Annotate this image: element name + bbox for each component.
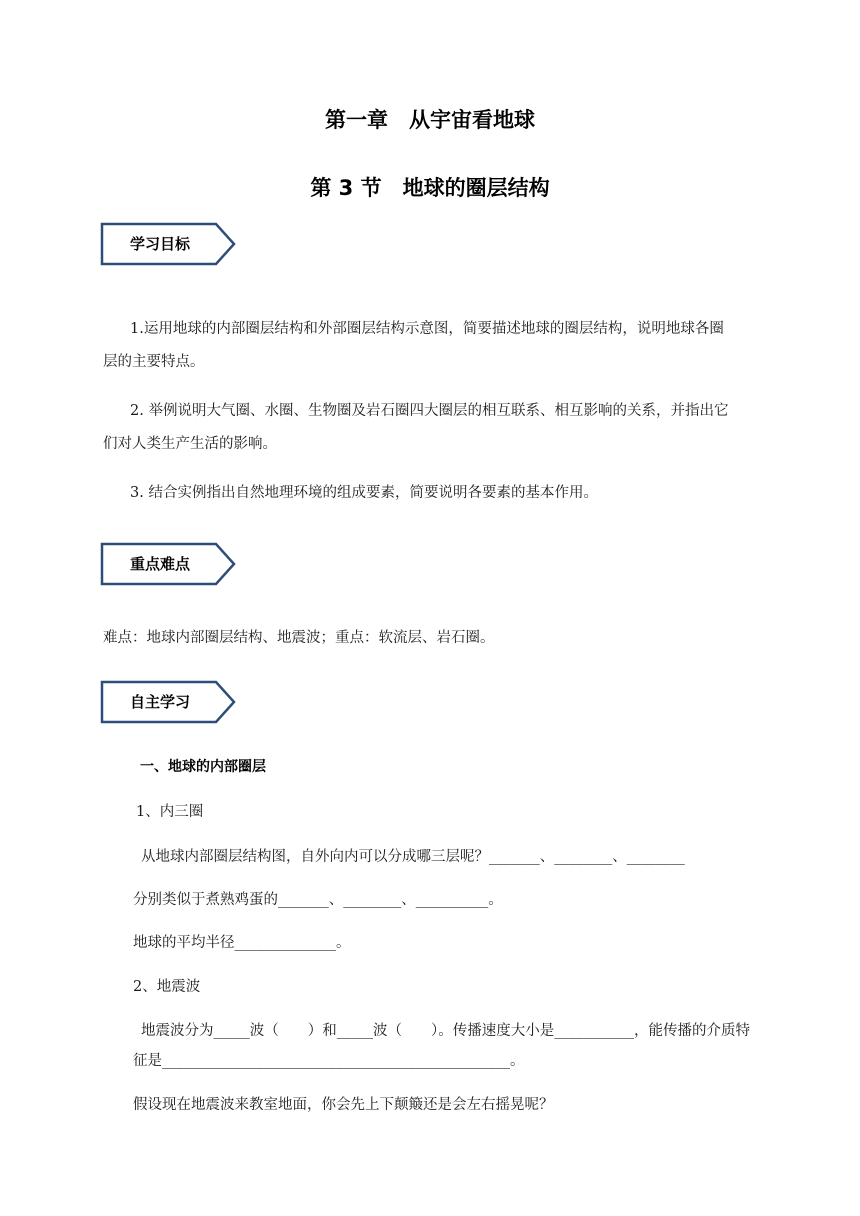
- objective-1-line-1: 1.运用地球的内部圈层结构和外部圈层结构示意图，简要描述地球的圈层结构，说明地球各圈: [130, 321, 724, 337]
- question-seismic-line-1: 地震波分为_____波（ ）和_____波（ ）。传播速度大小是___________，能传播的介质特: [141, 1023, 750, 1039]
- objective-2-line-1: 2. 举例说明大气圈、水圈、生物圈及岩石圈四大圈层的相互联系、相互影响的关系，并指出它: [130, 403, 729, 419]
- question-three-layers: 从地球内部圈层结构图，自外向内可以分成哪三层呢？_______、________、________: [141, 849, 685, 865]
- objective-2-line-2: 们对人类生产生活的影响。: [103, 436, 277, 452]
- objective-3: 3. 结合实例指出自然地理环境的组成要素，简要说明各要素的基本作用。: [130, 485, 598, 501]
- question-seismic-line-2: 征是________________________________________________。: [133, 1053, 525, 1069]
- subheading-inner-layers: 1、内三圈: [136, 804, 204, 820]
- question-classroom: 假设现在地震波来教室地面，你会先上下颠簸还是会左右摇晃呢？: [133, 1097, 554, 1113]
- tab-key-points: [100, 542, 238, 586]
- question-earth-radius: 地球的平均半径______________。: [133, 935, 351, 951]
- question-egg-analogy: 分别类似于煮熟鸡蛋的_______、________、__________。: [133, 892, 503, 908]
- tab-learning-objectives: [100, 222, 238, 266]
- objective-1-line-2: 层的主要特点。: [103, 354, 205, 370]
- tab-label: 自主学习: [129, 693, 190, 711]
- tab-label: 重点难点: [129, 555, 190, 573]
- key-points-text: 难点：地球内部圈层结构、地震波；重点：软流层、岩石圈。: [103, 630, 495, 646]
- tab-self-study: [100, 680, 238, 724]
- self-study-heading: 一、地球的内部圈层: [140, 759, 266, 775]
- subheading-seismic-waves: 2、地震波: [133, 979, 201, 995]
- tab-label: 学习目标: [129, 235, 190, 253]
- section-title: 第 3 节 地球的圈层结构: [310, 176, 550, 200]
- chapter-title: 第一章 从宇宙看地球: [325, 108, 535, 132]
